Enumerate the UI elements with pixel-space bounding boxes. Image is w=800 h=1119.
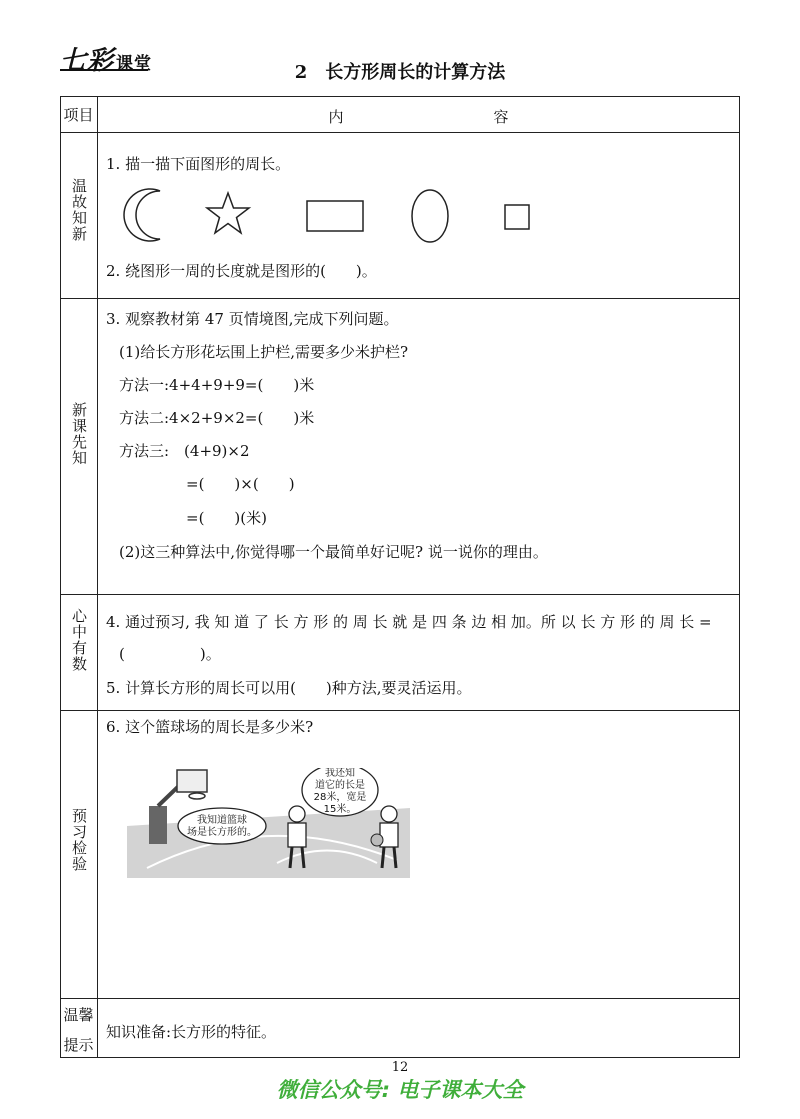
boy-leg: [382, 847, 384, 868]
bubble-right-text-2: 道它的长是: [315, 780, 365, 791]
column-header-content: 内 容: [328, 108, 549, 126]
section-label-check: 预习检验: [70, 808, 88, 872]
boy-leg: [302, 847, 304, 868]
method-3-step-2: =( )(米): [186, 509, 267, 527]
ellipse-shape: [412, 190, 448, 242]
row-divider: [60, 594, 740, 595]
logo-text: 七彩: [60, 46, 115, 76]
section-label-review: 温故知新: [70, 178, 88, 242]
column-divider: [97, 96, 98, 1058]
hoop-rim: [189, 793, 205, 799]
row-divider: [60, 132, 740, 133]
watermark-text: 微信公众号: 电子课本大全: [276, 1078, 524, 1102]
method-3-step-1: =( )×( ): [186, 475, 295, 493]
backboard: [177, 770, 207, 792]
question-3-1: (1)给长方形花坛围上护栏,需要多少米护栏?: [119, 343, 409, 361]
method-1: 方法一:4+4+9+9=( )米: [119, 376, 315, 394]
question-4-line-2: ( )。: [119, 645, 221, 663]
question-3-2: (2)这三种算法中,你觉得哪一个最简单好记呢? 说一说你的理由。: [119, 543, 548, 561]
boy-body: [380, 823, 398, 847]
boy-leg: [394, 847, 396, 868]
basketball-court-illustration: [127, 768, 410, 878]
question-5: 5. 计算长方形的周长可以用( )种方法,要灵活运用。: [106, 679, 472, 697]
speech-bubble-left: [178, 808, 266, 844]
basketball: [371, 834, 383, 846]
bubble-left-text-2: 场是长方形的。: [187, 827, 257, 838]
shapes-row: [110, 185, 540, 245]
bubble-left-text-1: 我知道篮球: [197, 815, 247, 826]
column-header-project: 项目: [63, 106, 94, 124]
star-shape: [207, 193, 249, 233]
section-label-tip-a: 温馨: [63, 1006, 94, 1024]
court-floor: [127, 808, 410, 878]
question-6: 6. 这个篮球场的周长是多少米?: [106, 718, 314, 736]
section-label-summary: 心中有数: [70, 608, 88, 672]
boy-leg: [290, 847, 292, 868]
boy-head: [381, 806, 397, 822]
bubble-right-text-4: 15米。: [323, 804, 357, 815]
section-label-preview: 新课先知: [70, 402, 88, 466]
bubble-right-text-3: 28米，宽是: [313, 792, 367, 803]
question-1: 1. 描一描下面图形的周长。: [106, 155, 291, 173]
square-shape: [505, 205, 529, 229]
section-label-tip-b: 提示: [63, 1036, 94, 1054]
moon-shape: [124, 189, 160, 241]
hoop-stand: [149, 806, 167, 844]
question-2: 2. 绕图形一周的长度就是图形的( )。: [106, 262, 377, 280]
row-divider: [60, 998, 740, 999]
boy-body: [288, 823, 306, 847]
page-number: 12: [391, 1060, 409, 1075]
tip-text: 知识准备:长方形的特征。: [106, 1023, 277, 1041]
logo-subtext: 课堂: [116, 54, 153, 74]
bubble-right-text-1: 我还知: [325, 768, 355, 779]
method-3: 方法三: (4+9)×2: [119, 442, 250, 460]
row-divider: [60, 710, 740, 711]
row-divider: [60, 298, 740, 299]
rectangle-shape: [307, 201, 363, 231]
question-4-line-1: 4. 通过预习, 我 知 道 了 长 方 形 的 周 长 就 是 四 条 边 相 加。所 以 长 方 形 的 周 长 =: [106, 613, 712, 631]
question-3: 3. 观察教材第 47 页情境图,完成下列问题。: [106, 310, 399, 328]
page-title: 2 长方形周长的计算方法: [294, 62, 506, 83]
method-2: 方法二:4×2+9×2=( )米: [119, 409, 315, 427]
boy-head: [289, 806, 305, 822]
